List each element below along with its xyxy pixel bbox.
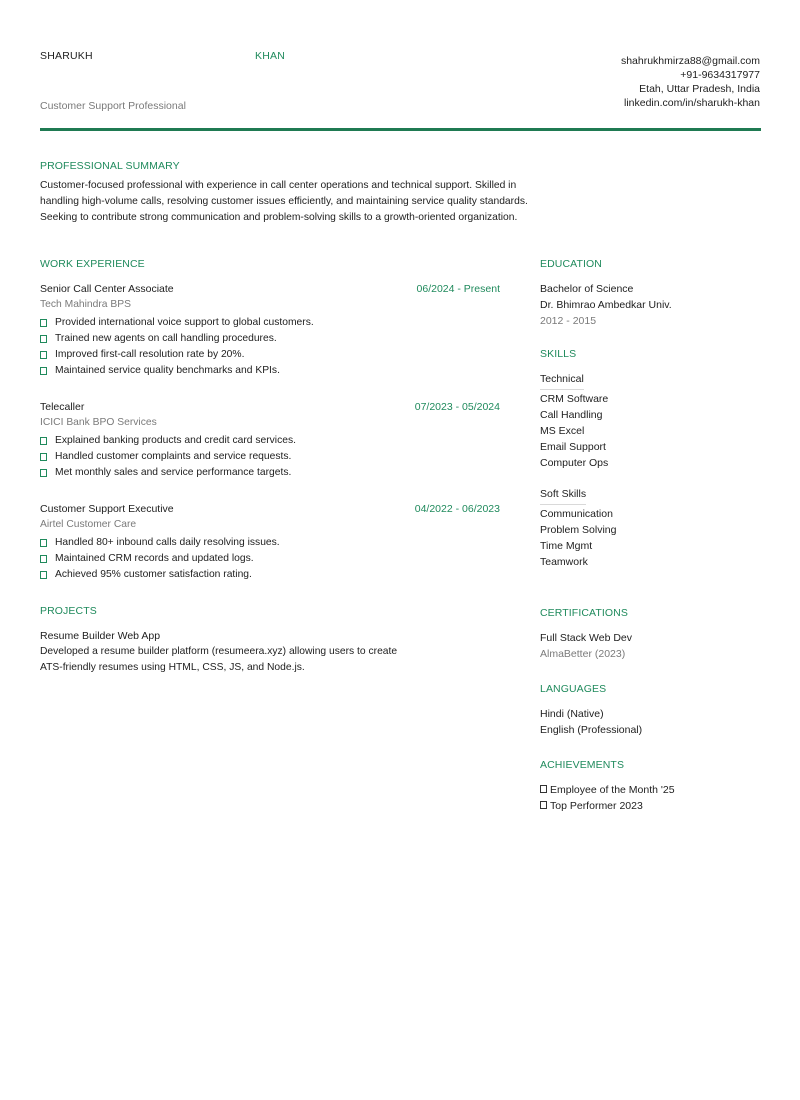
job-company: Tech Mahindra BPS (40, 299, 132, 310)
languages-list (540, 706, 642, 738)
list-item: Trained new agents on call handling procedures. (40, 331, 314, 347)
education-years: 2012 - 2015 (540, 315, 597, 327)
certification-issuer: AlmaBetter (2023) (540, 648, 626, 660)
summary-line: handling high-volume calls, resolving customer issues efficiently, and maintaining service quality standards. (40, 196, 528, 207)
last-name: KHAN (255, 50, 285, 62)
trophy-icon (540, 785, 547, 793)
list-item: Improved first-call resolution rate by 20%. (40, 347, 314, 363)
linkedin-link[interactable]: linkedin.com/in/sharukh-khan (624, 97, 760, 109)
header-divider (40, 128, 761, 131)
list-item: Met monthly sales and service performance targets. (40, 465, 296, 481)
job-role: Telecaller (40, 401, 85, 413)
technical-skills-list (540, 391, 608, 471)
skill-item: MS Excel (540, 425, 585, 437)
soft-skills-list (540, 506, 616, 570)
projects-title: PROJECTS (40, 605, 97, 617)
skill-item: Email Support (540, 441, 606, 453)
project-line: ATS-friendly resumes using HTML, CSS, JS, and Node.js. (40, 662, 305, 673)
list-item: Achieved 95% customer satisfaction rating. (40, 567, 280, 583)
language-item: Hindi (Native) (540, 708, 604, 720)
soft-skills-label: Soft Skills (540, 486, 586, 502)
location: Etah, Uttar Pradesh, India (639, 83, 760, 95)
achievement-item: Employee of the Month '25 (540, 782, 675, 798)
summary-text (40, 178, 560, 226)
job-company: ICICI Bank BPO Services (40, 417, 157, 428)
phone-number: +91-9634317977 (680, 69, 760, 81)
certifications-title: CERTIFICATIONS (540, 607, 628, 619)
list-item: Handled 80+ inbound calls daily resolving issues. (40, 535, 280, 551)
job-role: Customer Support Executive (40, 503, 174, 515)
job-bullets (40, 433, 296, 481)
bullet-icon (40, 319, 47, 327)
email-link[interactable]: shahrukhmirza88@gmail.com (620, 55, 760, 67)
languages-title: LANGUAGES (540, 683, 607, 695)
summary-line: Seeking to contribute strong communication and problem-solving skills to a growth-oriented organization. (40, 212, 518, 223)
technical-skills-label: Technical (540, 371, 584, 387)
skill-item: Call Handling (540, 409, 603, 421)
job-bullets (40, 535, 280, 583)
certification-name: Full Stack Web Dev (540, 632, 633, 644)
certification-block (540, 630, 632, 662)
list-item: Explained banking products and credit card services. (40, 433, 296, 449)
summary-title: PROFESSIONAL SUMMARY (40, 160, 180, 172)
education-block (540, 281, 672, 329)
job-dates: 07/2023 - 05/2024 (414, 401, 500, 413)
bullet-icon (40, 367, 47, 375)
bullet-icon (40, 335, 47, 343)
language-item: English (Professional) (540, 724, 643, 736)
education-title: EDUCATION (540, 258, 602, 270)
contact-block (621, 54, 760, 110)
achievement-item: Top Performer 2023 (540, 798, 675, 814)
achievements-list (540, 782, 675, 814)
list-item: Handled customer complaints and service requests. (40, 449, 296, 465)
job-company: Airtel Customer Care (40, 519, 137, 530)
bullet-icon (40, 351, 47, 359)
degree: Bachelor of Science (540, 283, 634, 295)
project-name: Resume Builder Web App (40, 630, 161, 642)
bullet-icon (40, 555, 47, 563)
summary-line: Customer-focused professional with experience in call center operations and technical support. Skilled in (40, 180, 517, 191)
project-line: Developed a resume builder platform (resumeera.xyz) allowing users to create (40, 646, 398, 657)
skill-item: Time Mgmt (540, 540, 593, 552)
job-role: Senior Call Center Associate (40, 283, 174, 295)
bullet-icon (40, 469, 47, 477)
first-name: SHARUKH (40, 50, 93, 62)
job-dates: 06/2024 - Present (416, 283, 500, 295)
star-icon (540, 801, 547, 809)
school: Dr. Bhimrao Ambedkar Univ. (540, 299, 672, 311)
bullet-icon (40, 539, 47, 547)
job-bullets (40, 315, 314, 379)
experience-title: WORK EXPERIENCE (40, 258, 145, 270)
skill-item: Problem Solving (540, 524, 617, 536)
skill-item: Communication (540, 508, 613, 520)
skill-item: Teamwork (540, 556, 588, 568)
job-dates: 04/2022 - 06/2023 (414, 503, 500, 515)
list-item: Maintained service quality benchmarks and KPIs. (40, 363, 314, 379)
skill-item: CRM Software (540, 393, 609, 405)
job-subtitle: Customer Support Professional (40, 100, 186, 112)
skill-item: Computer Ops (540, 457, 609, 469)
list-item: Maintained CRM records and updated logs. (40, 551, 280, 567)
bullet-icon (40, 437, 47, 445)
bullet-icon (40, 453, 47, 461)
achievements-title: ACHIEVEMENTS (540, 759, 625, 771)
bullet-icon (40, 571, 47, 579)
skills-title: SKILLS (540, 348, 577, 360)
project-description (40, 644, 397, 676)
list-item: Provided international voice support to global customers. (40, 315, 314, 331)
